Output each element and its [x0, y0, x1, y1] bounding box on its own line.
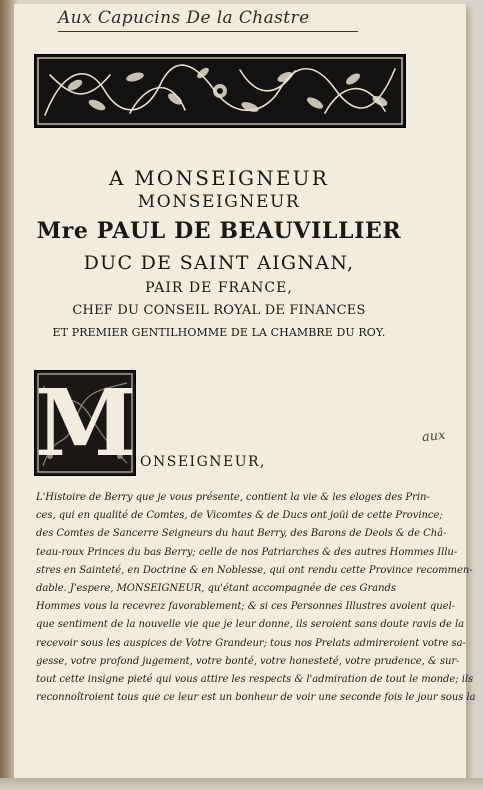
body-line: que sentiment de la nouvelle vie que je leur donne, ils seroient sans doute ravis de la [36, 619, 464, 631]
dedication-name: Mre PAUL DE BEAUVILLIER [36, 218, 402, 244]
handwritten-ownership-note [58, 8, 358, 38]
initial-letter: M [35, 369, 137, 477]
margin-handwritten-note: aux [421, 427, 447, 446]
dedication-line-1: A MONSEIGNEUR [109, 166, 329, 190]
salutation: ONSEIGNEUR, [140, 454, 267, 470]
decorated-initial [34, 370, 136, 476]
body-line: ces, qui en qualité de Comtes, de Vicomtes & de Ducs ont joüi de cette Province; [36, 510, 443, 522]
dedication-duke-title: DUC DE SAINT AIGNAN, [83, 252, 355, 274]
body-line: gesse, votre profond jugement, votre bonté, votre honesteté, votre prudence, & sur- [36, 655, 460, 667]
handwritten-underline [58, 31, 358, 32]
body-line: tout cette insigne pieté qui vous attire les respects & l'admiration de tout le monde; ils [36, 674, 474, 686]
dedication-body [36, 489, 476, 707]
ornamental-headpiece [34, 54, 406, 128]
body-line: des Comtes de Sancerre Seigneurs du haut Berry, des Barons de Deols & de Châ- [36, 528, 447, 540]
body-line: Hommes vous la recevrez favorablement; & si ces Personnes Illustres avoient quel- [36, 601, 455, 613]
body-line: recevoir sous les auspices de Votre Grandeur; tous nos Prelats admireroient votre sa- [36, 637, 466, 649]
body-line: teau-roux Princes du bas Berry; celle de nos Patriarches & des autres Hommes Illu- [36, 546, 458, 558]
body-line: reconnoîtroient tous que ce leur est un bonheur de voir une seconde fois le jour sous la [36, 692, 476, 704]
body-line: stres en Sainteté, en Doctrine & en Noblesse, qui ont rendu cette Province recommen- [36, 564, 473, 576]
dedication-chamber-title: ET PREMIER GENTILHOMME DE LA CHAMBRE DU ROY. [52, 326, 386, 339]
foliage-ornament-icon [35, 55, 405, 127]
handwritten-note-text: Aux Capucins De la Chastre [58, 8, 310, 28]
body-line: L'Histoire de Berry que je vous présente, contient la vie & les eloges des Prin- [36, 492, 430, 503]
book-page [14, 4, 476, 778]
dedication-line-2: MONSEIGNEUR [137, 192, 301, 212]
dedication-council-title: CHEF DU CONSEIL ROYAL DE FINANCES [72, 303, 366, 318]
body-line: dable. J'espere, MONSEIGNEUR, qu'étant accompagnée de ces Grands [36, 583, 396, 595]
dedication-peer-title: PAIR DE FRANCE, [145, 280, 293, 296]
table-surface [0, 778, 483, 790]
